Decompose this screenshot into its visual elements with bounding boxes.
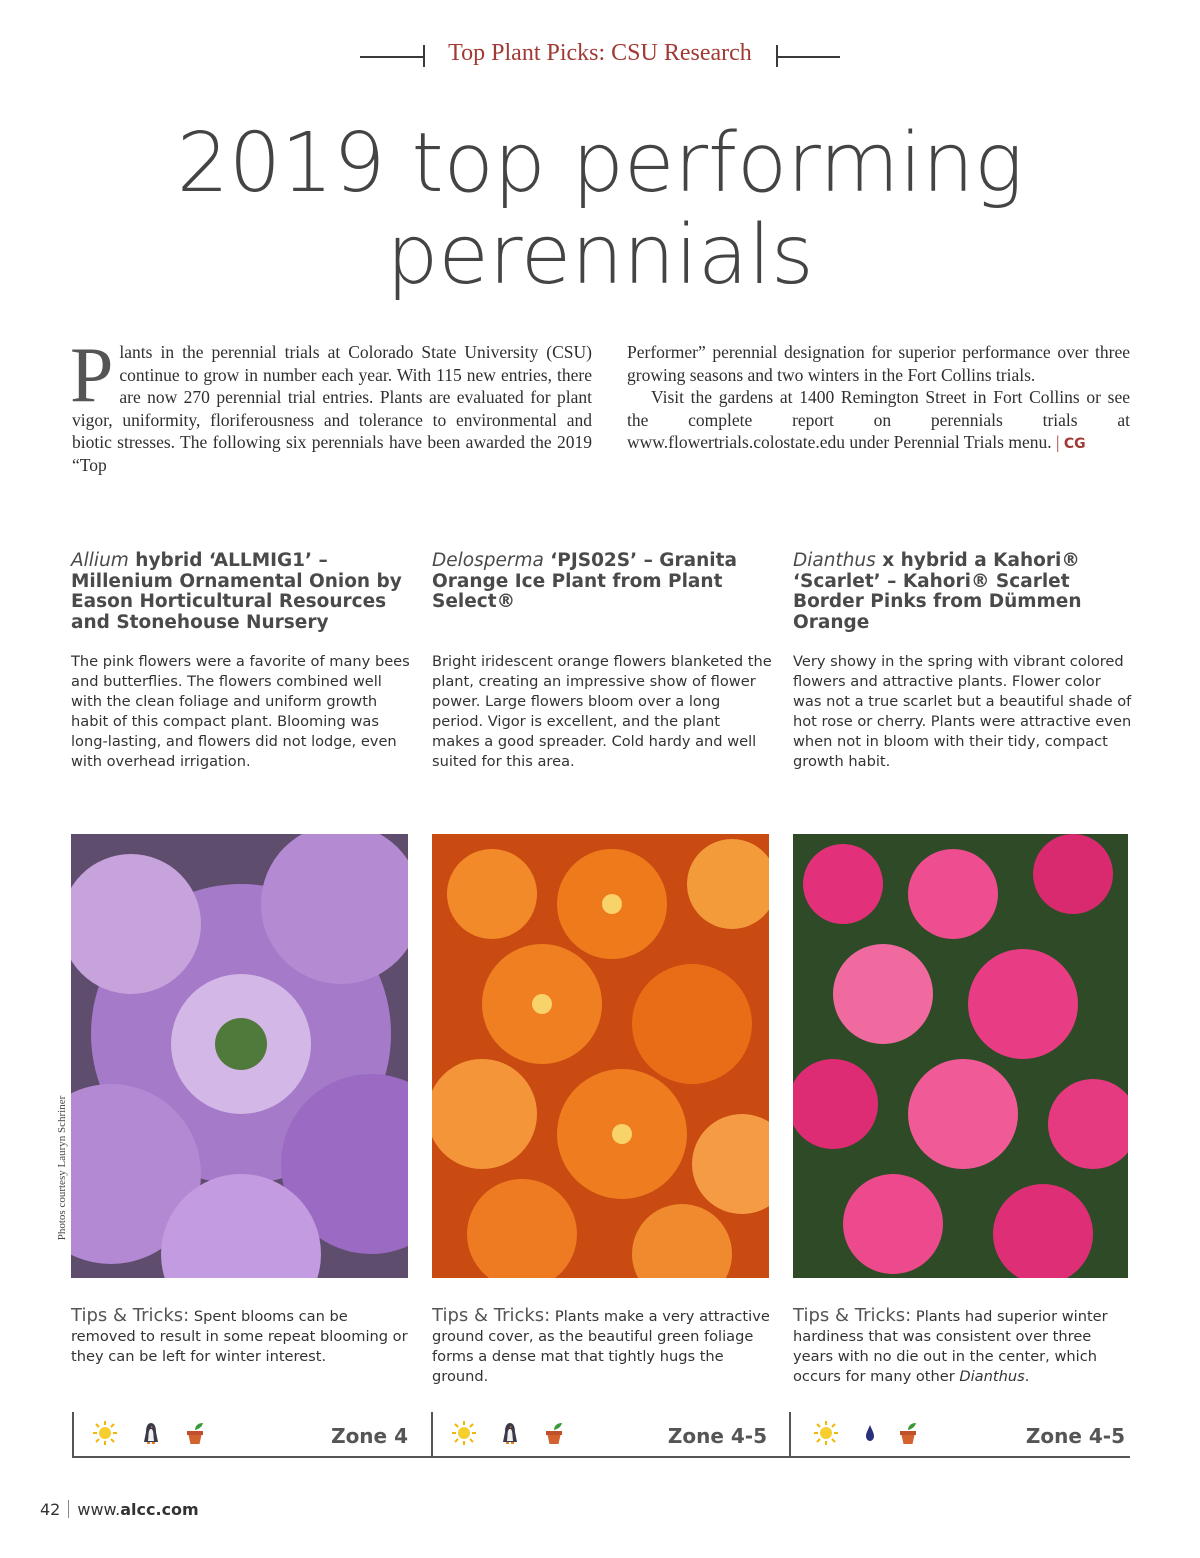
pot-icon — [182, 1420, 208, 1446]
intro-column-2 — [627, 341, 1130, 456]
plant-name: ‘PJS02S’ – Granita Orange Ice Plant from Plant Select® — [432, 550, 737, 612]
sun-icon — [451, 1420, 477, 1446]
author-initials: CG — [1063, 436, 1086, 453]
intro-text-2: Performer” perennial designation for superior performance over three growing seasons and two winters in the Fort Collins trials. — [627, 342, 1130, 385]
tips-text: Plants make a very attractive ground cover, as the beautiful green foliage forms a dense mat that tightly hugs the ground. — [432, 1308, 770, 1385]
tips-label: Tips & Tricks: — [793, 1305, 912, 1326]
zone-bar-3 — [789, 1412, 1129, 1458]
footer-divider — [68, 1500, 69, 1518]
pot-icon — [895, 1420, 921, 1446]
plant-genus: Allium — [71, 550, 129, 571]
plant-name: x hybrid a Kahori® ‘Scarlet’ – Kahori® Scarlet Border Pinks from Dümmen Orange — [793, 550, 1082, 633]
pot-icon — [541, 1420, 567, 1446]
tips-label: Tips & Tricks: — [71, 1305, 190, 1326]
page-title-line-1: 2019 top performing — [176, 116, 1024, 211]
plant-description-3: Very showy in the spring with vibrant colored flowers and attractive plants. Flower color was not a true scarlet but a beautiful shade of hot rose or cherry. Plants were attractive even when not in bloom with their tidy, compact growth habit. — [793, 653, 1132, 770]
tips-text: Spent blooms can be removed to result in some repeat blooming or they can be left for winter interest. — [71, 1308, 408, 1365]
water-drop-icon — [857, 1420, 883, 1446]
sun-icon — [92, 1420, 118, 1446]
page-number: 42 — [40, 1500, 61, 1519]
plant-heading-2 — [432, 551, 770, 613]
plant-description-2: Bright iridescent orange flowers blanketed the plant, creating an impressive show of flower power. Large flowers bloom over a long period. Vigor is excellent, and the plant makes a good spreader. Cold hardy and well suited for this area. — [432, 653, 772, 770]
tips-genus: Dianthus — [959, 1368, 1025, 1385]
section-kicker: Top Plant Picks: CSU Research — [448, 40, 752, 66]
plant-description-1: The pink flowers were a favorite of many bees and butterflies. The flowers combined well with the clean foliage and uniform growth habit of this compact plant. Blooming was long-lasting, and flowers did not lodge, even with overhead irrigation. — [71, 653, 410, 770]
allium-photo — [71, 834, 408, 1278]
plant-heading-1 — [71, 551, 409, 633]
zone-label-3: Zone 4-5 — [1025, 1424, 1125, 1448]
photo-credit: Photos courtesy Lauryn Schriner — [56, 1095, 68, 1241]
sun-icon — [813, 1420, 839, 1446]
zone-label-2: Zone 4-5 — [667, 1424, 767, 1448]
zone-bar-2 — [431, 1412, 769, 1458]
plant-heading-3 — [793, 551, 1131, 633]
page-title-line-2: perennials — [386, 208, 814, 303]
kicker-rule-right — [776, 56, 840, 58]
footer-site-domain: alcc.com — [120, 1500, 199, 1519]
intro-column-1 — [70, 331, 592, 477]
page-footer — [40, 1500, 199, 1519]
tips-2 — [432, 1306, 772, 1387]
tips-text-end: . — [1024, 1368, 1030, 1385]
intro-text-3: Visit the gardens at 1400 Remington Street in Fort Collins or see the complete report on perennials trials at www.flowertrials.colostate.edu under Perennial Trials menu. — [627, 387, 1130, 453]
drop-cap: P — [70, 331, 114, 418]
signature-separator: | — [1055, 432, 1060, 453]
delosperma-photo — [432, 834, 769, 1278]
dianthus-photo — [793, 834, 1128, 1278]
zone-bar-1 — [72, 1412, 410, 1458]
penguin-icon — [138, 1420, 164, 1446]
intro-text-1: lants in the perennial trials at Colorado State University (CSU) continue to grow in number each year. With 115 new entries, there are now 270 perennial trial entries. Plants are evaluated for plant vigor, uniformity, floriferousness and tolerance to environmental and biotic stresses. The following six perennials have been awarded the 2019 “Top — [72, 342, 592, 475]
tips-1 — [71, 1306, 411, 1367]
tips-3 — [793, 1306, 1133, 1387]
tips-text: Plants had superior winter hardiness that was consistent over three years with no die out in the center, which occurs for many other — [793, 1308, 1108, 1385]
tips-label: Tips & Tricks: — [432, 1305, 551, 1326]
footer-site[interactable] — [77, 1500, 198, 1519]
footer-site-prefix: www. — [77, 1500, 121, 1519]
page-title — [0, 118, 1200, 302]
plant-genus: Delosperma — [432, 550, 544, 571]
zone-label-1: Zone 4 — [331, 1424, 408, 1448]
plant-genus: Dianthus — [793, 550, 876, 571]
penguin-icon — [497, 1420, 523, 1446]
plant-name: hybrid ‘ALLMIG1’ – Millenium Ornamental Onion by Eason Horticultural Resources and Stonehouse Nursery — [71, 550, 402, 633]
